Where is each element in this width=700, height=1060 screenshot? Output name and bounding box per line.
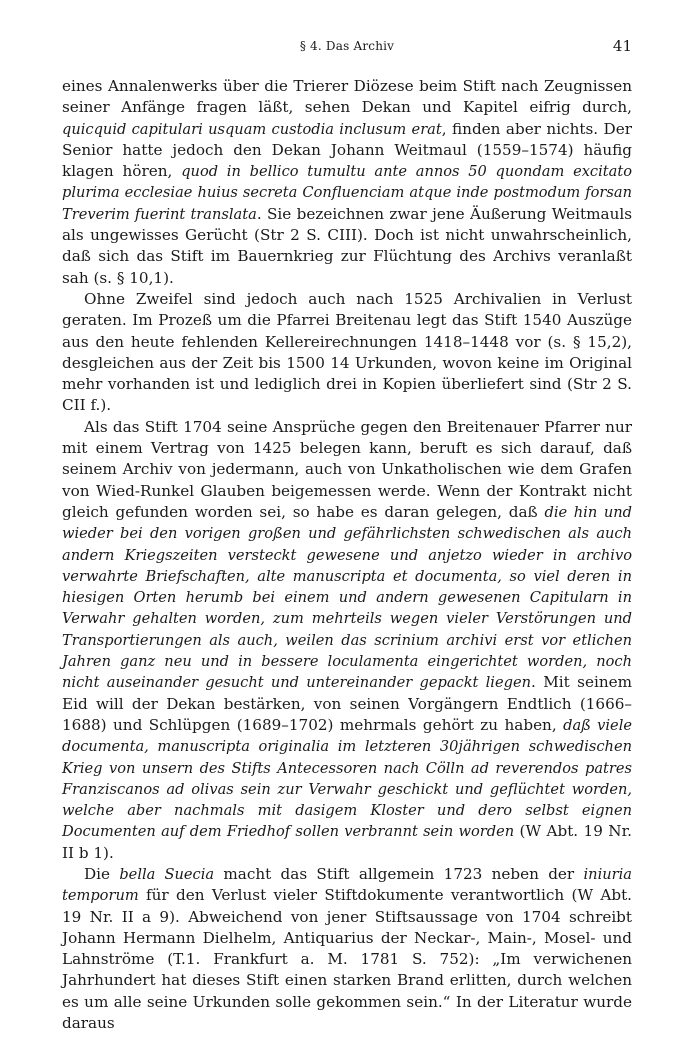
running-head: § 4. Das Archiv	[299, 39, 395, 53]
italic-quotation: quicquid capitulari usquam custodia inclusum erat	[62, 120, 442, 138]
page-header	[62, 37, 632, 57]
paragraph-2	[62, 289, 632, 417]
text-run: Als das Stift 1704 seine Ansprüche gegen den Breitenauer Pfarrer nur mit einem Vertrag von 1425 belegen kann, beruft es sich darauf, daß seinem Archiv von jedermann, auch von Unkatholischen wie dem Grafen von Wied-Runkel Glauben beigemessen werde. Wenn der Kontrakt nicht gleich gefunden worden sei, so habe es daran gelegen, daß	[62, 417, 632, 521]
paragraph-3	[62, 417, 632, 864]
italic-quotation: quod in bellico tumultu ante annos 50 quondam excitato plurima ecclesiae huius secreta Confluenciam atque inde postmodum forsan Treverim fuerint translata	[62, 163, 632, 223]
paragraph-1	[62, 76, 632, 289]
paragraph-4	[62, 864, 632, 1034]
italic-quotation: bella Suecia	[119, 865, 215, 883]
italic-quotation: die hin und wieder bei den vorigen großen und gefährlichsten schwedischen als auch andern Kriegszeiten versteckt gewesene und anjetzo wieder in archivo verwahrte Briefschaften, alte manuscripta et documenta, so viel deren in hiesigen Orten herumb bei einem und andern gewesenen Capitularn in Verwahr gehalten worden, zum mehrteils wegen vieler Verstörungen und Transportierungen als auch, weilen das scrinium archivi erst vor etlichen Jahren ganz neu und in bessere loculamenta eingerichtet worden, noch nicht auseinander gesucht und untereinander gepackt liegen	[62, 503, 633, 692]
text-run: Ohne Zweifel sind jedoch auch nach 1525 Archivalien in Verlust geraten. Im Prozeß um die Pfarrei Breitenau legt das Stift 1540 Auszüge aus den heute fehlenden Kellereirechnungen 1418–1448 vor (s. § 15,2), desgleichen aus der Zeit bis 1500 14 Urkunden, wovon keine im Original mehr vorhanden ist und lediglich drei in Kopien überliefert sind (Str 2 S. CII f.).	[62, 289, 632, 415]
italic-quotation: daß viele documenta, manuscripta originalia im letzteren 30jährigen schwedischen Krieg von unsern des Stifts Antecessoren nach Cölln ad reverendos patres Franziscanos ad olivas sein zur Verwahr geschickt und geflüchtet worden, welche aber nachmals mit dasigem Kloster und dero selbst eignen Documenten auf dem Friedhof sollen verbrannt sein worden	[62, 716, 632, 841]
page-number: 41	[612, 37, 632, 55]
italic-quotation: iniuria temporum	[62, 865, 632, 905]
text-run: für den Verlust vieler Stiftdokumente verantwortlich (W Abt. 19 Nr. II a 9). Abweichend von jener Stiftsaussage von 1704 schreibt Johann Hermann Dielhelm, Antiquarius der Neckar-, Main-, Mosel- und Lahnströme (T.1. Frankfurt a. M. 1781 S. 752): „Im verwichenen Jahrhundert hat dieses Stift einen starken Brand erlitten, durch welchen es um alle seine Urkunden solle gekommen sein.“ In der Literatur wurde daraus	[62, 886, 632, 1033]
text-run: . Mit seinem Eid will der Dekan bestärken, von seinen Vorgängern Endtlich (1666–1688) und Schlüpgen (1689–1702) mehrmals gehört zu haben,	[62, 673, 632, 734]
text-run: macht das Stift allgemein 1723 neben der	[214, 864, 584, 883]
text-run: , finden aber nichts. Der Senior hatte jedoch den Dekan Johann Weitmaul (1559–1574) häufig klagen hören,	[62, 119, 632, 181]
text-run: . Sie bezeichnen zwar jene Äußerung Weitmauls als ungewisses Gerücht (Str 2 S. CIII). Doch ist nicht unwahrscheinlich, daß sich das Stift im Bauernkrieg zur Flüchtung des Archivs veranlaßt sah (s. § 10,1).	[62, 204, 632, 287]
body-text	[62, 76, 632, 1034]
text-run: Die	[84, 864, 120, 883]
text-run: eines Annalenwerks über die Trierer Diözese beim Stift nach Zeugnissen seiner Anfänge fragen läßt, sehen Dekan und Kapitel eifrig durch,	[62, 77, 632, 117]
text-run: (W Abt. 19 Nr. II b 1).	[62, 822, 632, 862]
